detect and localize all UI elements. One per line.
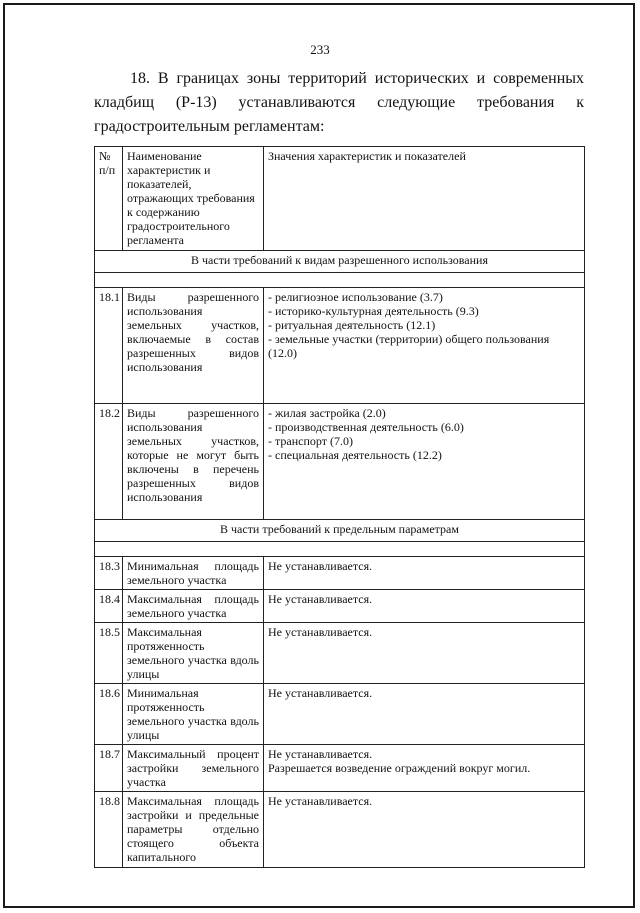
row-values xyxy=(264,745,585,792)
section-row xyxy=(95,251,585,273)
row-name: Максимальная площадь земельного участка xyxy=(123,590,264,623)
value-line: - специальная деятельность (12.2) xyxy=(268,448,442,462)
table-row xyxy=(95,557,585,590)
value-line: - транспорт (7.0) xyxy=(268,434,353,448)
table-row xyxy=(95,404,585,520)
row-num: 18.1 xyxy=(95,288,123,404)
value-line: - производственная деятельность (6.0) xyxy=(268,420,464,434)
intro-paragraph xyxy=(94,67,584,139)
row-values: Не устанавливается. xyxy=(264,590,585,623)
row-values xyxy=(264,288,585,404)
row-values: Не устанавливается. xyxy=(264,684,585,745)
row-name: Минимальная протяженность земельного участка вдоль улицы xyxy=(123,684,264,745)
table-row xyxy=(95,792,585,868)
table-row xyxy=(95,288,585,404)
row-name: Максимальный процент застройки земельного участка xyxy=(123,745,264,792)
intro-text: 18. В границах зоны территорий исторических и современных кладбищ (Р-13) устанавливаются следующие требования к градостроительным регламентам: xyxy=(94,70,584,135)
value-line: - историко-культурная деятельность (9.3) xyxy=(268,304,479,318)
row-num: 18.7 xyxy=(95,745,123,792)
header-name: Наименование характеристик и показателей, отражающих требования к содержанию градостроительного регламента xyxy=(123,147,264,251)
row-values xyxy=(264,404,585,520)
value-line: - земельные участки (территории) общего пользования (12.0) xyxy=(268,332,550,360)
row-name: Максимальная площадь застройки и предельные параметры отдельно стоящего объекта капитального xyxy=(123,792,264,868)
table-row xyxy=(95,684,585,745)
value-line: - религиозное использование (3.7) xyxy=(268,290,443,304)
value-line: Разрешается возведение ограждений вокруг могил. xyxy=(268,761,531,775)
header-num: № п/п xyxy=(95,147,123,251)
value-line: - жилая застройка (2.0) xyxy=(268,406,386,420)
header-values: Значения характеристик и показателей xyxy=(264,147,585,251)
value-line: - ритуальная деятельность (12.1) xyxy=(268,318,436,332)
regulations-table xyxy=(94,146,585,868)
table-header-row xyxy=(95,147,585,251)
spacer-row xyxy=(95,542,585,557)
table-row xyxy=(95,745,585,792)
section-title-permitted-use: В части требований к видам разрешенного использования xyxy=(95,251,585,273)
section-title-limit-params: В части требований к предельным параметрам xyxy=(95,520,585,542)
spacer-row xyxy=(95,273,585,288)
section-row xyxy=(95,520,585,542)
row-num: 18.5 xyxy=(95,623,123,684)
row-values: Не устанавливается. xyxy=(264,623,585,684)
row-num: 18.3 xyxy=(95,557,123,590)
row-name: Виды разрешенного использования земельных участков, включаемые в состав разрешенных видов использования xyxy=(123,288,264,404)
row-values: Не устанавливается. xyxy=(264,792,585,868)
row-values: Не устанавливается. xyxy=(264,557,585,590)
row-name: Виды разрешенного использования земельных участков, которые не могут быть включены в перечень разрешенных видов использования xyxy=(123,404,264,520)
row-name: Минимальная площадь земельного участка xyxy=(123,557,264,590)
value-line: Не устанавливается. xyxy=(268,747,373,761)
row-num: 18.8 xyxy=(95,792,123,868)
page-number: 233 xyxy=(310,42,330,57)
row-name: Максимальная протяженность земельного участка вдоль улицы xyxy=(123,623,264,684)
row-num: 18.2 xyxy=(95,404,123,520)
row-num: 18.4 xyxy=(95,590,123,623)
table-row xyxy=(95,590,585,623)
table-row xyxy=(95,623,585,684)
row-num: 18.6 xyxy=(95,684,123,745)
